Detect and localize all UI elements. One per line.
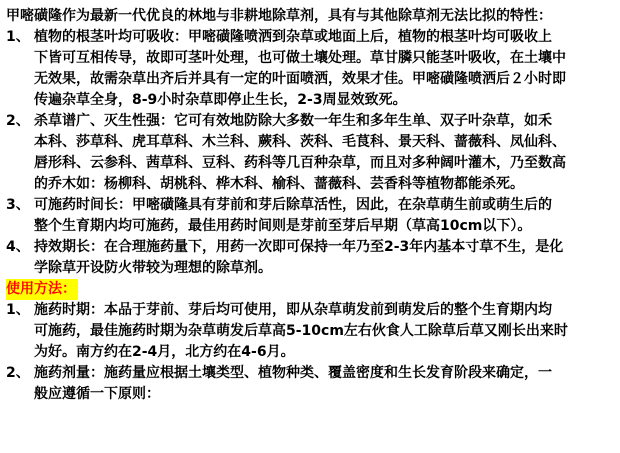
method-item-1 — [6, 300, 614, 363]
feature-body — [34, 111, 614, 195]
method-line: 可施药，最佳施药时期为杂草萌发后草高5-10cm左右伙食人工除草后草又刚长出来时 — [34, 323, 568, 339]
feature-item-1 — [6, 27, 614, 111]
method-body — [34, 300, 614, 363]
feature-number: 1、 — [6, 29, 30, 45]
feature-body — [34, 237, 614, 279]
method-line: 施药时期：本品于芽前、芽后均可使用，即从杂草萌发前到萌发后的整个生育期内均 — [34, 302, 552, 318]
feature-line: 无效果，故需杂草出齐后并具有一定的叶面喷洒，效果才佳。甲嘧磺隆喷洒后２小时即 — [34, 71, 566, 87]
feature-line: 传遍杂草全身，8-9小时杂草即停止生长，2-3周显效致死。 — [34, 92, 407, 108]
feature-line: 整个生育期内均可施药，最佳用药时间则是芽前至芽后早期（草高10cm以下）。 — [34, 218, 532, 234]
feature-line: 持效期长：在合理施药量下，用药一次即可保持一年乃至2-3年内基本寸草不生，是化 — [34, 239, 564, 255]
feature-line: 植物的根茎叶均可吸收：甲嘧磺隆喷洒到杂草或地面上后，植物的根茎叶均可吸收上 — [34, 29, 552, 45]
method-item-2 — [6, 363, 614, 405]
feature-number: 4、 — [6, 239, 30, 255]
feature-line: 本科、莎草科、虎耳草科、木兰科、蕨科、茨科、毛茛科、景天科、蔷薇科、凤仙科、 — [34, 134, 566, 150]
feature-line: 的乔木如：杨柳科、胡桃科、桦木科、榆科、蔷薇科、芸香科等植物都能杀死。 — [34, 176, 524, 192]
feature-line: 可施药时间长：甲嘧磺隆具有芽前和芽后除草活性，因此，在杂草萌生前或萌生后的 — [34, 197, 552, 213]
feature-item-4 — [6, 237, 614, 279]
feature-number: 3、 — [6, 197, 30, 213]
method-heading-row — [6, 279, 614, 300]
feature-body — [34, 195, 614, 237]
feature-number: 2、 — [6, 113, 30, 129]
method-line: 般应遵循一下原则： — [34, 386, 160, 402]
feature-line: 杀草谱广、灭生性强：它可有效地防除大多数一年生和多年生单、双子叶杂草，如禾 — [34, 113, 552, 129]
intro-heading: 甲嘧磺隆作为最新一代优良的林地与非耕地除草剂，具有与其他除草剂无法比拟的特性： — [6, 8, 552, 24]
method-number: 2、 — [6, 365, 30, 381]
feature-body — [34, 27, 614, 111]
method-number: 1、 — [6, 302, 30, 318]
method-body — [34, 363, 614, 405]
method-heading: 使用方法： — [6, 279, 78, 300]
feature-item-3 — [6, 195, 614, 237]
method-line: 为好。南方约在2-4月，北方约在4-6月。 — [34, 344, 295, 360]
feature-line: 下皆可互相传导，故即可茎叶处理，也可做土壤处理。草甘膦只能茎叶吸收，在土壤中 — [34, 50, 566, 66]
method-line: 施药剂量：施药量应根据土壤类型、植物种类、覆盖密度和生长发育阶段来确定，一 — [34, 365, 552, 381]
feature-line: 唇形科、云参科、茜草科、豆科、药科等几百种杂草，而且对多种阔叶灌木，乃至数高 — [34, 155, 566, 171]
feature-item-2 — [6, 111, 614, 195]
feature-line: 学除草开设防火带较为理想的除草剂。 — [34, 260, 272, 276]
